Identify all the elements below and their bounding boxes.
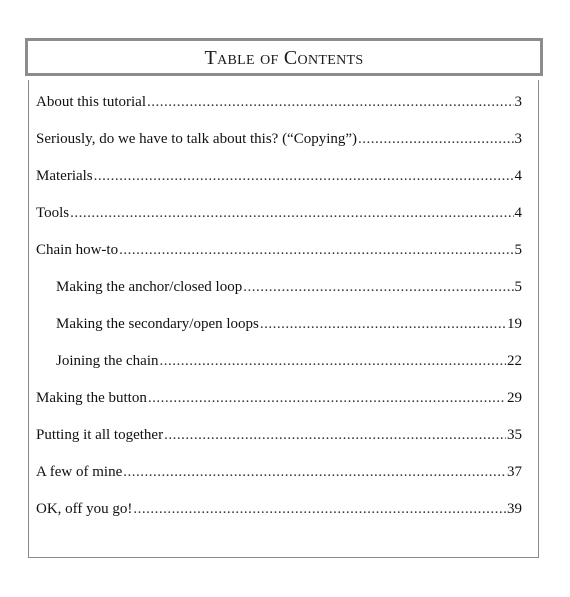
toc-entry-page: 39: [507, 501, 522, 517]
toc-entry-label: Tools: [36, 205, 70, 221]
toc-entry: [36, 460, 522, 497]
toc-entry-page: 22: [507, 353, 522, 369]
toc-title-box: [25, 38, 543, 76]
toc-list: [36, 90, 522, 534]
toc-entry-page: 3: [514, 94, 522, 110]
toc-entry: [36, 497, 522, 534]
toc-entry-page: 4: [514, 168, 522, 184]
dot-leader: [159, 349, 506, 373]
toc-entry-page: 4: [514, 205, 522, 221]
toc-subentry: [36, 349, 522, 386]
toc-entry-label: Joining the chain: [56, 353, 159, 369]
dot-leader: [70, 201, 513, 225]
toc-entry: [36, 423, 522, 460]
dot-leader: [164, 423, 506, 447]
dot-leader: [260, 312, 506, 336]
toc-entry: [36, 127, 522, 164]
dot-leader: [133, 497, 506, 521]
toc-entry-label: Materials: [36, 168, 93, 184]
dot-leader: [148, 386, 506, 410]
toc-entry-label: Putting it all together: [36, 427, 164, 443]
dot-leader: [123, 460, 506, 484]
dot-leader: [94, 164, 514, 188]
toc-entry-label: Making the button: [36, 390, 147, 406]
toc-entry-label: A few of mine: [36, 464, 123, 480]
toc-entry-label: Chain how-to: [36, 242, 119, 258]
toc-entry-label: Seriously, do we have to talk about this? (“Copying”): [36, 131, 358, 147]
dot-leader: [358, 127, 513, 151]
toc-entry: [36, 164, 522, 201]
toc-entry-page: 5: [514, 242, 522, 258]
toc-entry-page: 29: [507, 390, 522, 406]
toc-entry: [36, 201, 522, 238]
toc-subentry: [36, 312, 522, 349]
toc-entry-label: OK, off you go!: [36, 501, 133, 517]
toc-entry: [36, 238, 522, 275]
dot-leader: [147, 90, 514, 114]
toc-entry-page: 5: [514, 279, 522, 295]
toc-entry: [36, 386, 522, 423]
toc-entry-label: Making the anchor/closed loop: [56, 279, 243, 295]
dot-leader: [243, 275, 513, 299]
toc-entry-page: 3: [514, 131, 522, 147]
toc-entry-page: 19: [507, 316, 522, 332]
dot-leader: [119, 238, 513, 262]
toc-entry-page: 37: [507, 464, 522, 480]
toc-title: Table of Contents: [204, 46, 364, 69]
toc-entry-label: Making the secondary/open loops: [56, 316, 259, 332]
toc-entry-label: About this tutorial: [36, 94, 146, 110]
toc-entry: [36, 90, 522, 127]
toc-entry-page: 35: [507, 427, 522, 443]
toc-subentry: [36, 275, 522, 312]
